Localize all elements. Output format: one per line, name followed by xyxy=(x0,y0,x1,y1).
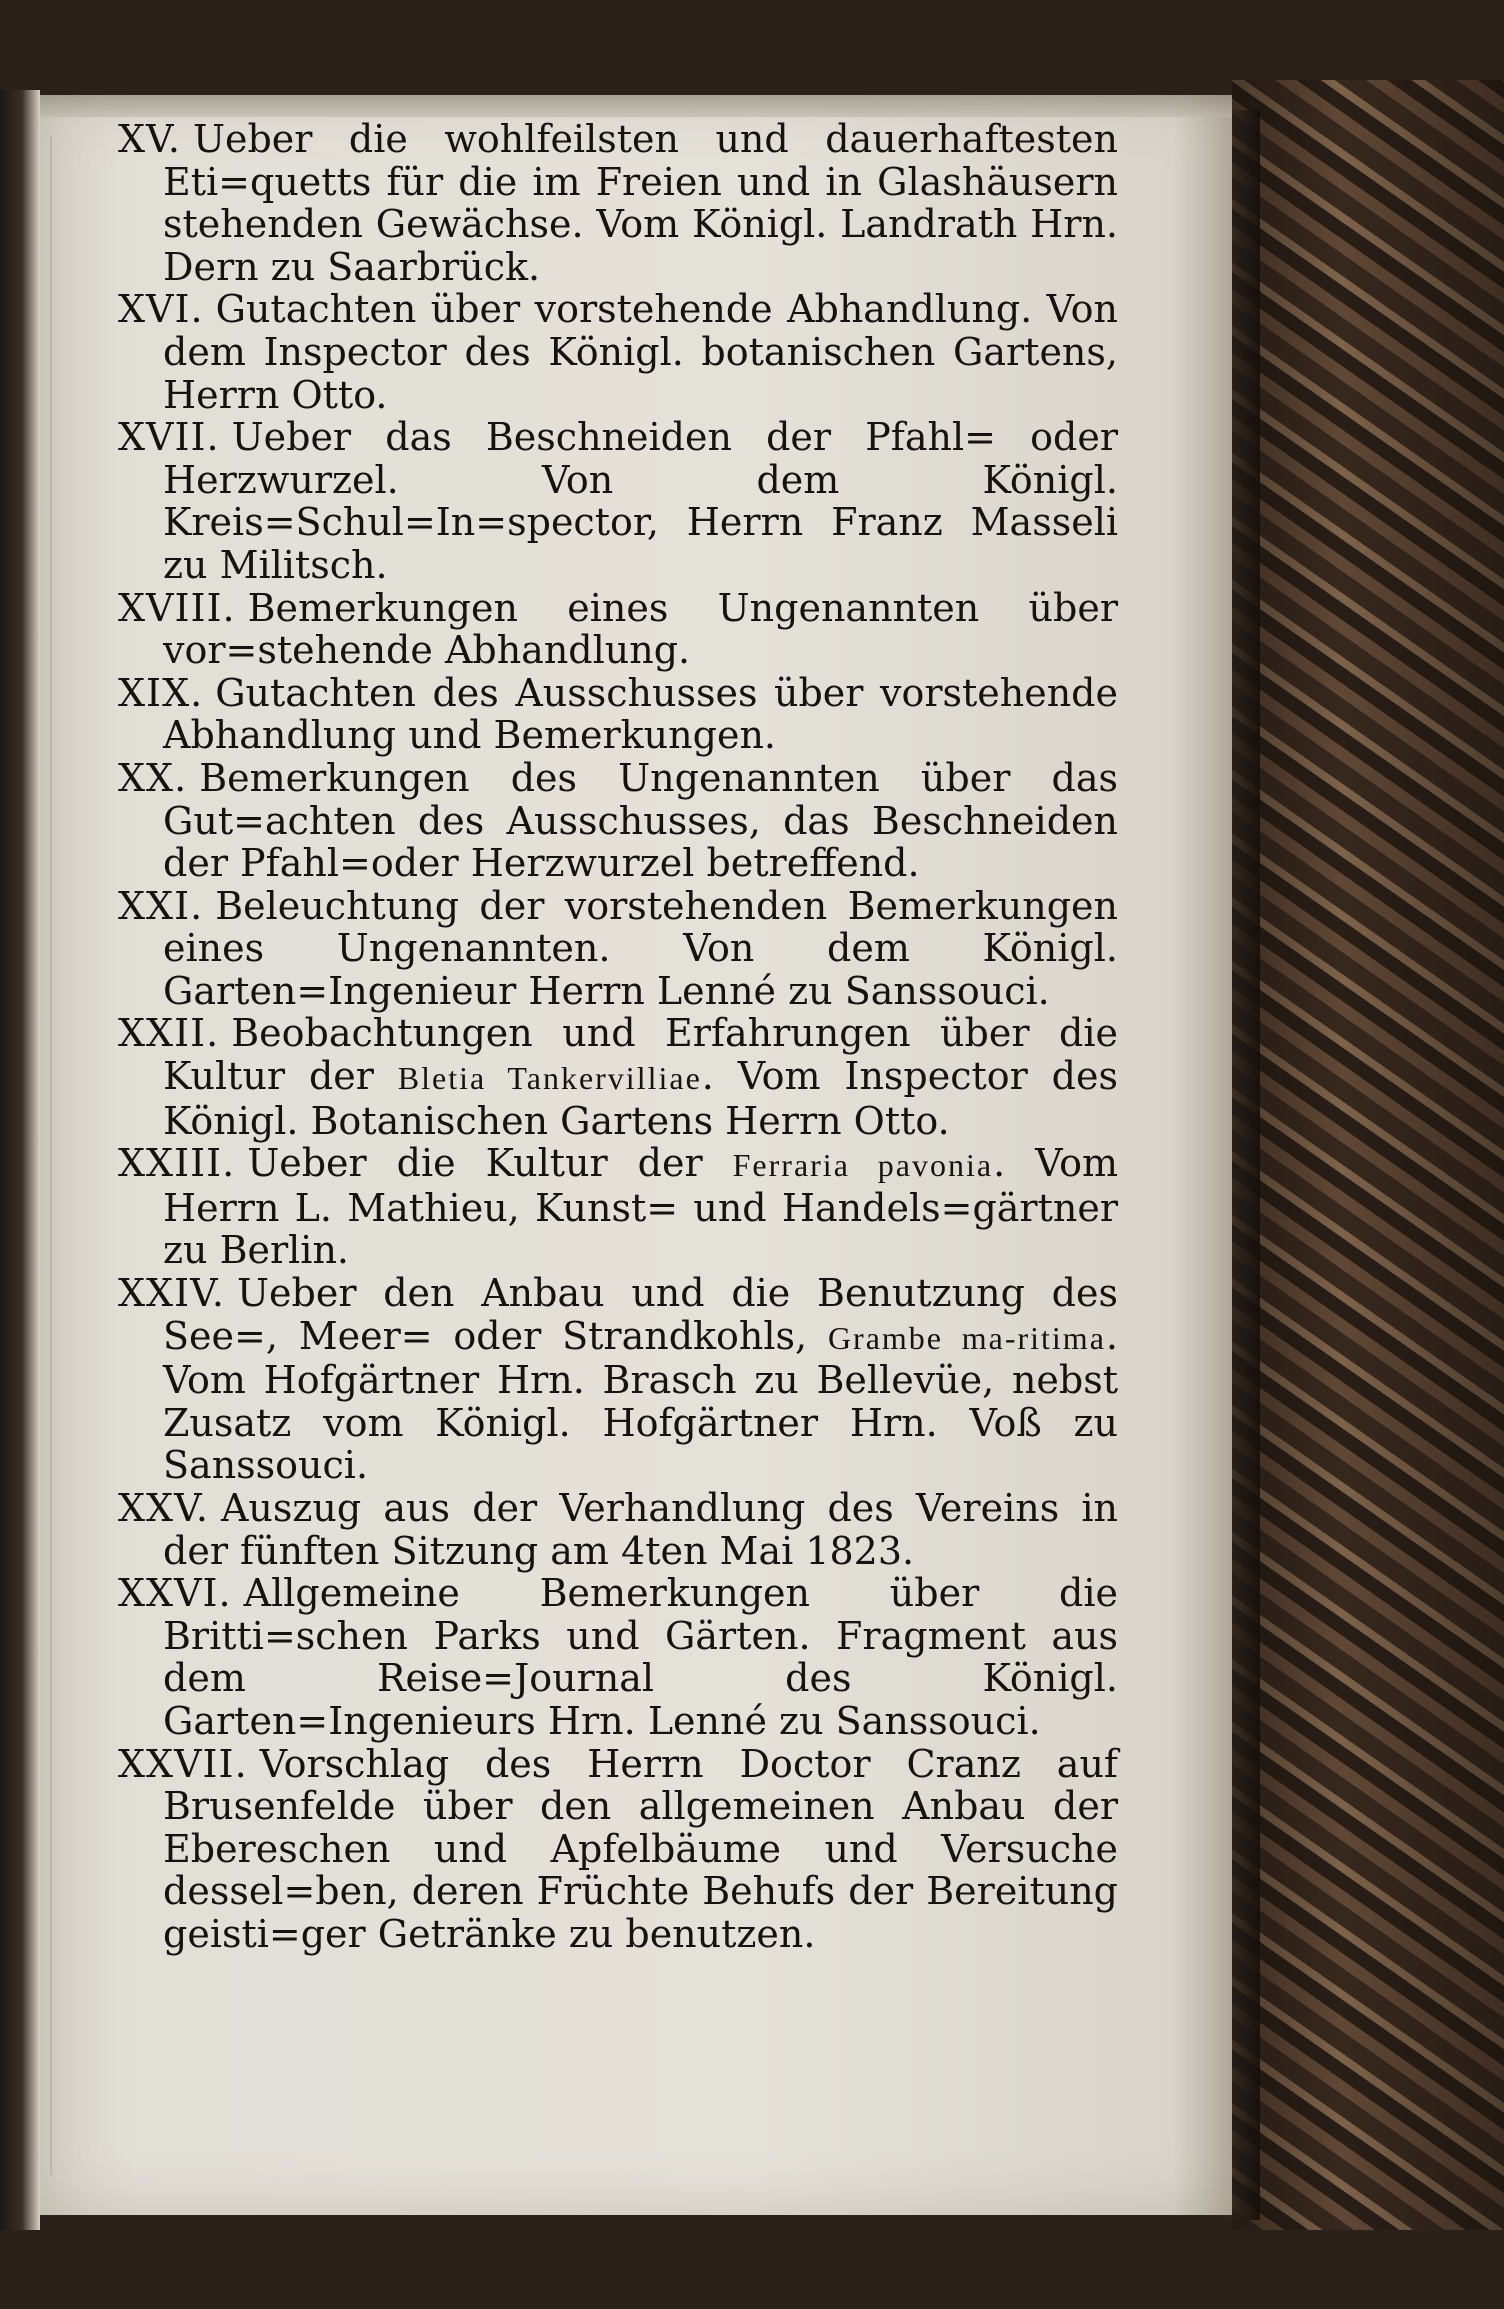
book-edge-left xyxy=(0,90,40,2230)
toc-entry xyxy=(118,757,1118,885)
toc-entry-text: Vorschlag des Herrn Doctor Cranz auf Brusenfelde über den allgemeinen Anbau der Ebereschen und Apfelbäume und Versuche dessel=ben, deren Früchte Behufs der Bereitung geisti=ger Getränke zu benutzen. xyxy=(163,1741,1118,1956)
toc-entry xyxy=(118,1572,1118,1742)
toc-entry xyxy=(118,1012,1118,1142)
toc-entry-latin-name: Grambe ma-ritima xyxy=(827,1319,1106,1356)
toc-entry xyxy=(118,672,1118,757)
toc-entry xyxy=(118,885,1118,1013)
toc-entry xyxy=(118,416,1118,586)
toc-entry-number: XVI. xyxy=(118,287,204,332)
toc-entry-text: . Vom Hofgärtner Hrn. Brasch zu Bellevüe, nebst Zusatz vom Königl. Hofgärtner Hrn. Voß zu Sanssouci. xyxy=(163,1313,1118,1488)
toc-entry-number: XIX. xyxy=(118,670,204,715)
marbled-cover xyxy=(1232,80,1504,2230)
toc-entry-text: Ueber den Anbau und die Benutzung des See=, Meer= oder Strandkohls, xyxy=(163,1271,1118,1358)
toc-entry-number: XVII. xyxy=(118,415,220,460)
table-of-contents xyxy=(118,118,1118,1956)
toc-entry xyxy=(118,1487,1118,1572)
toc-entry-text: Bemerkungen eines Ungenannten über vor=stehende Abhandlung. xyxy=(163,585,1118,673)
toc-entry-text: Auszug aus der Verhandlung des Vereins in der fünften Sitzung am 4ten Mai 1823. xyxy=(163,1486,1118,1573)
toc-entry-number: XX. xyxy=(118,755,188,800)
toc-entry-text: Ueber das Beschneiden der Pfahl= oder Herzwurzel. Von dem Königl. Kreis=Schul=In=spector, Herrn Franz Masseli zu Militsch. xyxy=(163,415,1118,587)
toc-entry xyxy=(118,288,1118,416)
toc-entry-text: Ueber die Kultur der xyxy=(247,1141,733,1186)
page-top-edge xyxy=(40,95,1232,117)
toc-entry xyxy=(118,118,1118,288)
toc-entry-text: Ueber die wohlfeilsten und dauerhaftesten Eti=quetts für die im Freien und in Glashäusern stehenden Gewächse. Vom Königl. Landrath Hrn. Dern zu Saarbrück. xyxy=(163,117,1118,289)
toc-entry xyxy=(118,1743,1118,1956)
toc-entry-number: XV. xyxy=(118,117,181,161)
toc-entry-text: Beleuchtung der vorstehenden Bemerkungen eines Ungenannten. Von dem Königl. Garten=Ingenieur Herrn Lenné zu Sanssouci. xyxy=(163,883,1118,1013)
toc-entry-text: Bemerkungen des Ungenannten über das Gut=achten des Ausschusses, das Beschneiden der Pfahl=oder Herzwurzel betreffend. xyxy=(163,755,1118,886)
toc-entry-number: XXI. xyxy=(118,883,204,928)
toc-entry xyxy=(118,587,1118,672)
toc-entry-number: XXVI. xyxy=(118,1571,232,1616)
toc-entry-text: . Vom Herrn L. Mathieu, Kunst= und Handels=gärtner zu Berlin. xyxy=(163,1141,1118,1273)
toc-entry-text: Beobachtungen und Erfahrungen über die Kultur der xyxy=(163,1011,1118,1099)
toc-entry-number: XXVII. xyxy=(118,1741,248,1786)
toc-entry xyxy=(118,1142,1118,1272)
toc-entry-text: . Vom Inspector des Königl. Botanischen Gartens Herrn Otto. xyxy=(163,1054,1118,1143)
toc-entry-number: XXIV. xyxy=(118,1271,225,1316)
toc-entry xyxy=(118,1272,1118,1487)
toc-entry-text: Gutachten des Ausschusses über vorstehende Abhandlung und Bemerkungen. xyxy=(163,670,1118,758)
toc-entry-number: XXII. xyxy=(118,1011,220,1056)
toc-entry-latin-name: Ferraria pavonia xyxy=(732,1147,994,1184)
toc-entry-text: Allgemeine Bemerkungen über die Britti=schen Parks und Gärten. Fragment aus dem Reise=Journal des Königl. Garten=Ingenieurs Hrn. Lenné zu Sanssouci. xyxy=(163,1571,1118,1743)
page-gutter xyxy=(50,135,52,2175)
toc-entry-text: Gutachten über vorstehende Abhandlung. Von dem Inspector des Königl. botanischen Gartens, Herrn Otto. xyxy=(163,287,1118,417)
toc-entry-latin-name: Bletia Tankervilliae xyxy=(397,1060,702,1097)
toc-entry-number: XVIII. xyxy=(118,585,236,630)
toc-entry-number: XXV. xyxy=(118,1486,209,1530)
toc-entry-number: XXIII. xyxy=(118,1141,236,1186)
